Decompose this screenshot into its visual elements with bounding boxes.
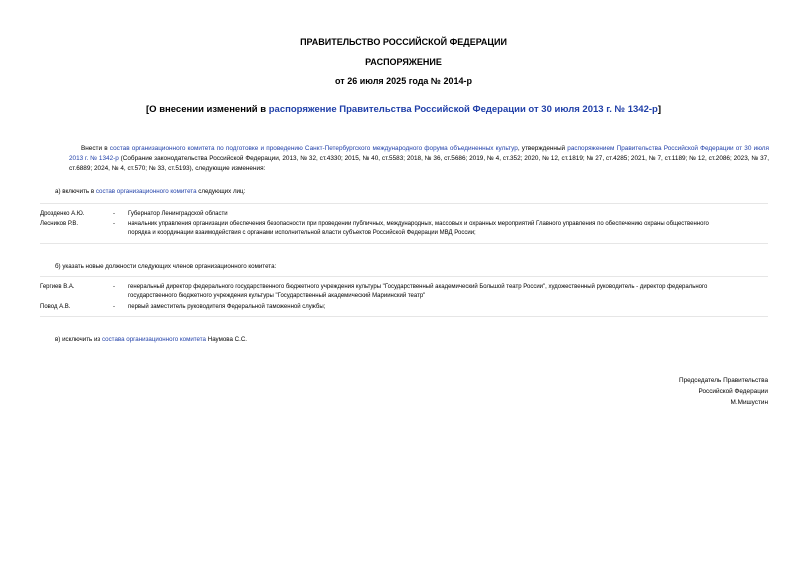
- list-item-dash: -: [113, 211, 115, 217]
- signature-line-3: М.Мишустин: [730, 399, 768, 406]
- list-item-dash: -: [113, 284, 115, 290]
- section-a-link[interactable]: состав организационного комитета: [95, 188, 197, 195]
- signature-line-1: Председатель Правительства: [679, 377, 768, 384]
- divider: [40, 203, 768, 204]
- divider: [40, 316, 768, 317]
- divider: [40, 276, 768, 277]
- list-item-name: Лесников Р.В.: [40, 221, 79, 227]
- list-item-desc: Губернатор Ленинградской области: [128, 211, 228, 217]
- list-item-desc: начальник управления организации обеспечения безопасности при проведении публичных, международных, массовых и охранных мероприятий Главного управления по обеспечению охраны общественного порядка и координации взаимодействия с органами исполнительной власти субъектов Российской Федерации МВД России;: [128, 221, 709, 236]
- list-item-desc: генеральный директор федерального государственного бюджетного учреждения культуры "Государственный академический Большой театр России", художественный руководитель - директор федерального государственного бюджетного учреждения культуры "Государственный академический Мариинский театр": [128, 284, 708, 299]
- signature-block: [679, 375, 768, 408]
- document-type: РАСПОРЯЖЕНИЕ: [365, 57, 442, 67]
- list-item-name: Дрозденко А.Ю.: [40, 211, 85, 217]
- document-title: [0, 104, 807, 115]
- list-item-dash: -: [113, 221, 115, 227]
- title-prefix: [О внесении изменений в: [146, 104, 269, 115]
- list-item-desc: первый заместитель руководителя Федеральной таможенной службы;: [128, 304, 326, 310]
- title-suffix: ]: [657, 104, 661, 115]
- title-link[interactable]: распоряжение Правительства Российской Федерации от 30 июля 2013 г. № 1342-р: [268, 104, 658, 115]
- intro-link-committee[interactable]: состав организационного комитета по подготовке и проведению Санкт-Петербургского международного форума объединенных культур: [109, 145, 518, 152]
- section-a-heading: [55, 187, 245, 196]
- list-item-name: Гергиев В.А.: [40, 284, 75, 290]
- section-c-text-2: Наумова С.С.: [206, 336, 248, 343]
- government-heading: ПРАВИТЕЛЬСТВО РОССИЙСКОЙ ФЕДЕРАЦИИ: [300, 37, 507, 47]
- section-c-link[interactable]: состава организационного комитета: [101, 336, 206, 343]
- section-c-heading: [55, 335, 247, 344]
- intro-text-3: (Собрание законодательства Российской Федерации, 2013, № 32, ст.4330; 2015, № 40, ст.5583; 2018, № 36, ст.5686; 2019, № 4, ст.352; 2020, № 12, ст.1819; № 27, ст.4285; 2021, № 7, ст.1189; № 12, ст.2086; 2023, № 37, ст.6889; 2024, № 4, ст.570; № 33, ст.5193), следующие изменения:: [69, 155, 769, 172]
- document-date-number: от 26 июля 2025 года № 2014-р: [335, 76, 472, 86]
- divider: [40, 243, 768, 244]
- intro-link-order[interactable]: распоряжением Правительства Российской Федерации от 30 июля 2013 г. № 1342-р: [69, 145, 769, 162]
- signature-line-2: Российской Федерации: [698, 388, 768, 395]
- intro-text-2: , утвержденный: [517, 145, 568, 152]
- section-a-text-2: следующих лиц:: [196, 188, 246, 195]
- intro-text-1: Внести в: [81, 145, 110, 152]
- list-item-name: Повод А.В.: [40, 304, 71, 310]
- list-item-dash: -: [113, 304, 115, 310]
- section-c-text-1: в) исключить из: [55, 336, 102, 343]
- section-b-heading: б) указать новые должности следующих членов организационного комитета:: [55, 263, 277, 270]
- intro-paragraph: [69, 144, 769, 174]
- section-a-text-1: а) включить в: [55, 188, 96, 195]
